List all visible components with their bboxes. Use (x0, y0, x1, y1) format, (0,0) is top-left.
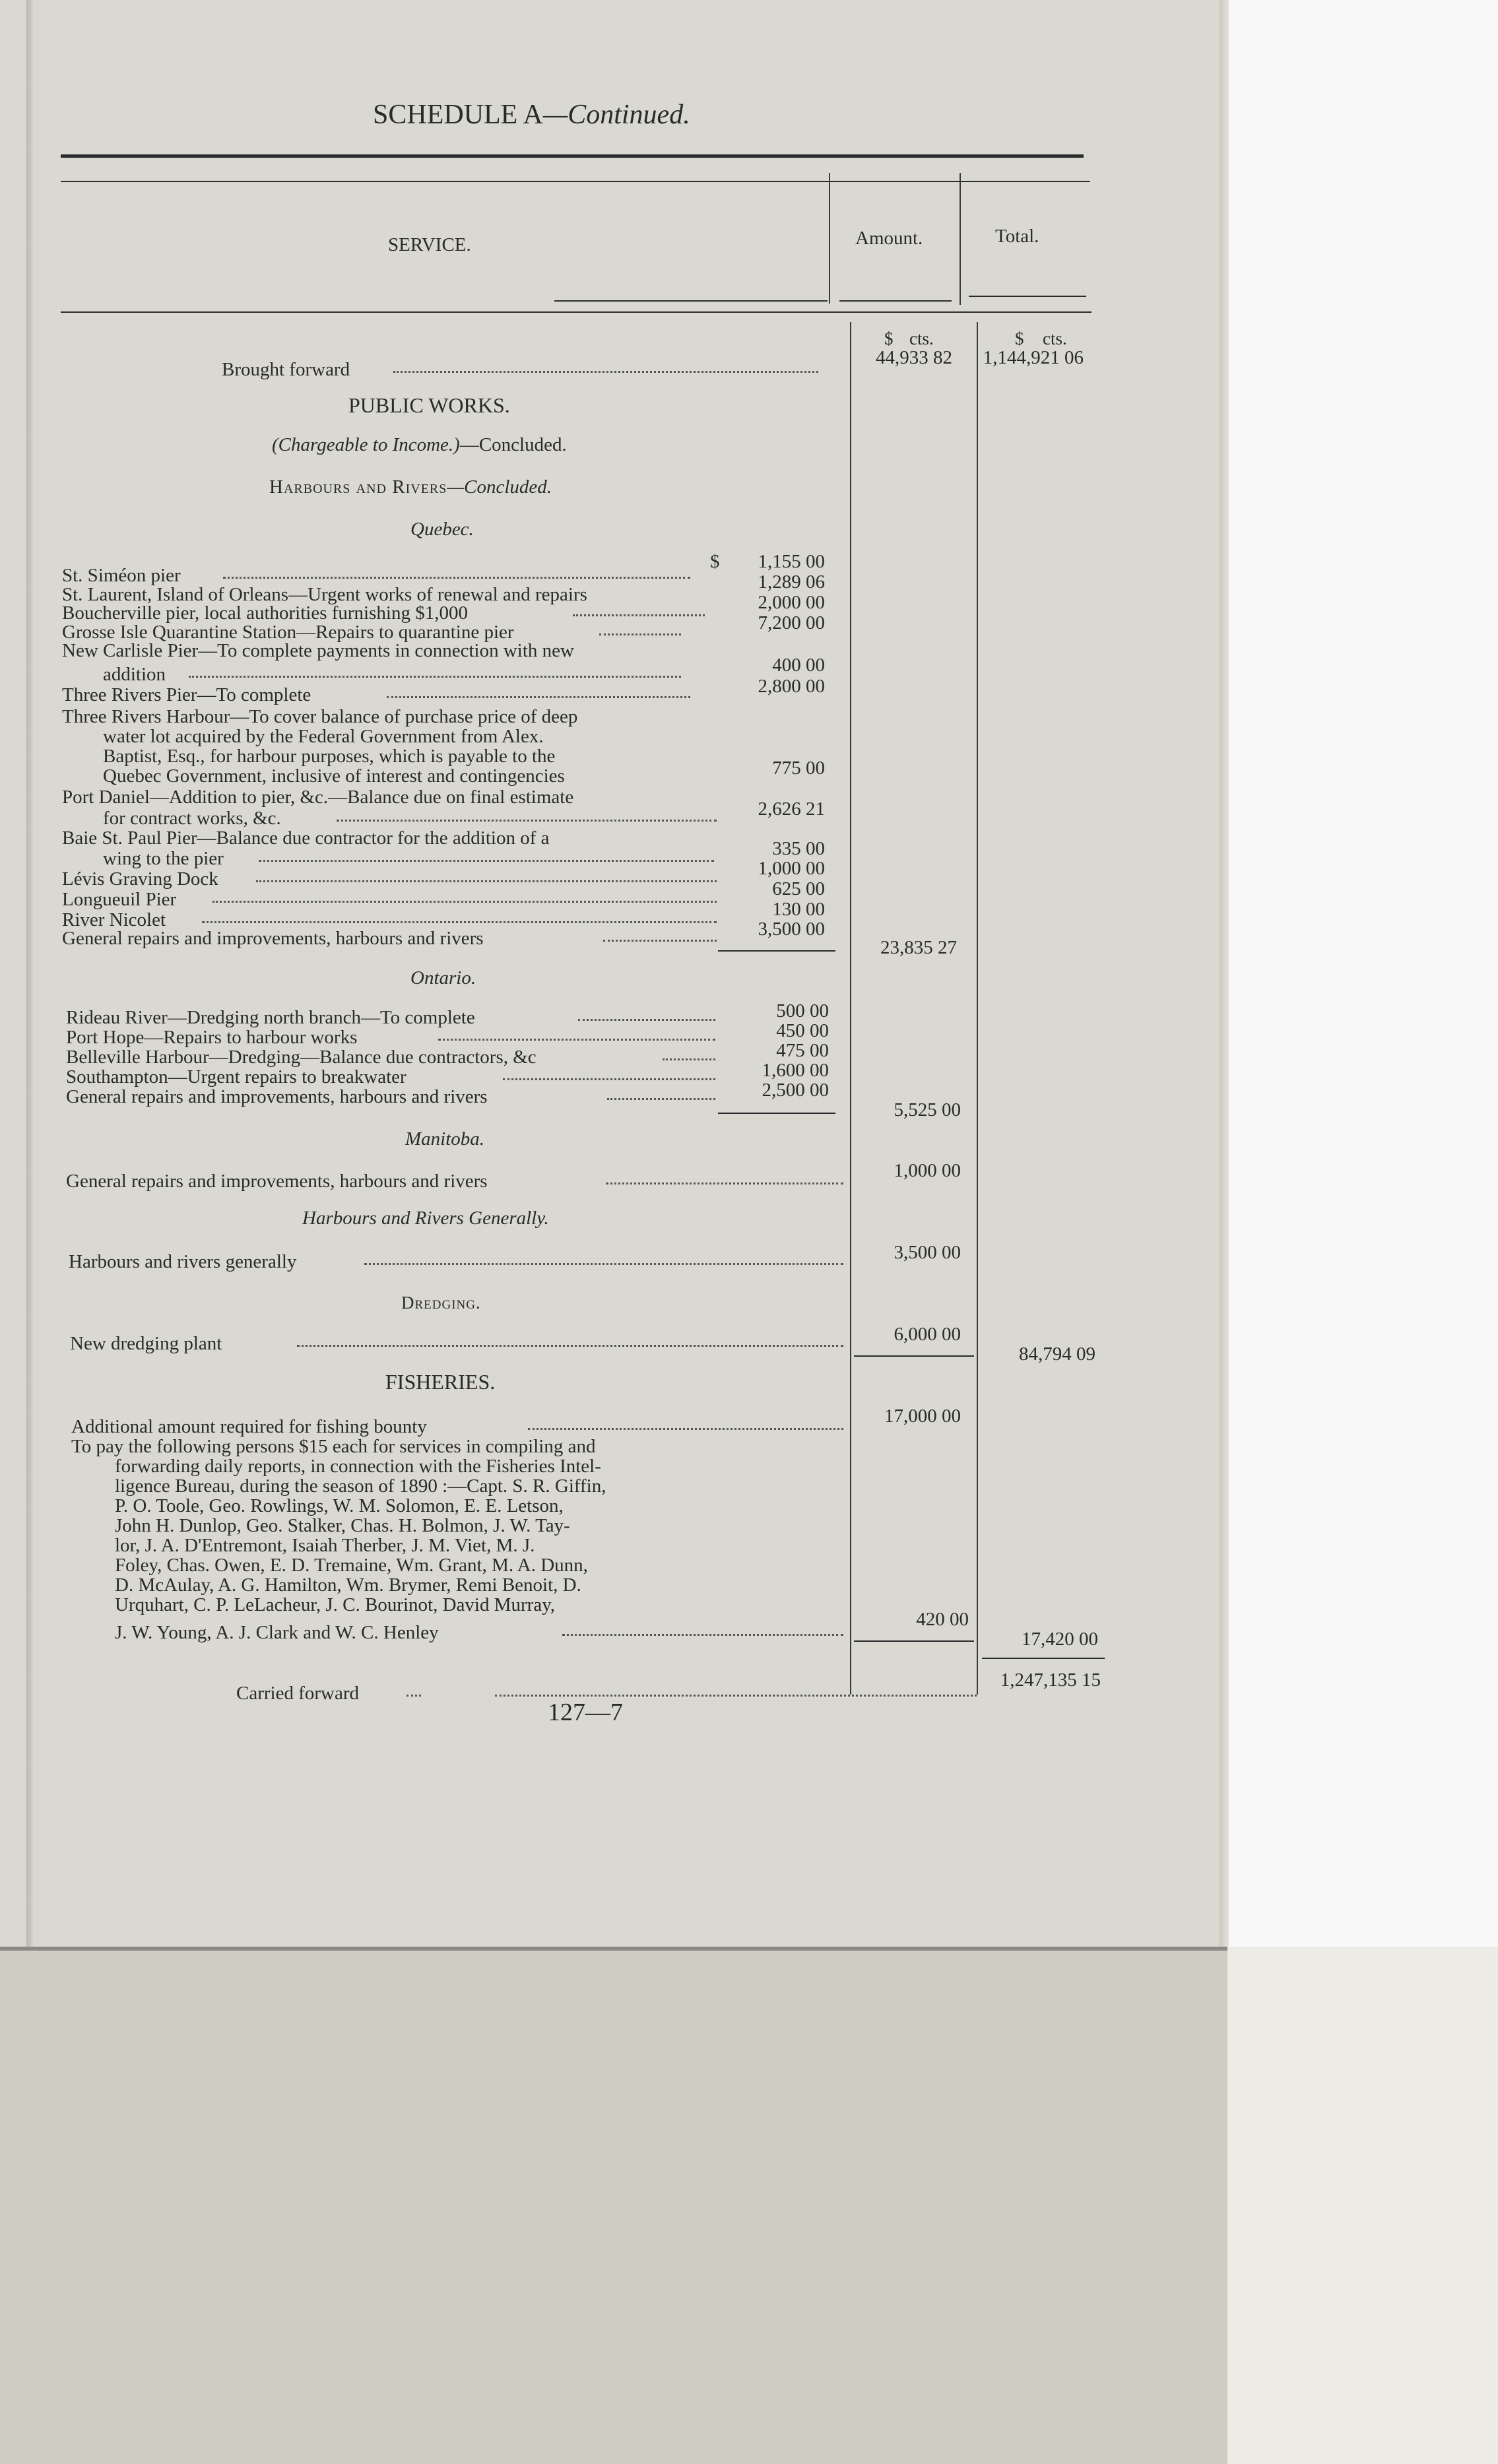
ontario-line: General repairs and improvements, harbours and rivers (66, 1086, 488, 1107)
leader-dots (202, 921, 717, 923)
fisheries-para-line: John H. Dunlop, Geo. Stalker, Chas. H. Bolmon, J. W. Tay- (115, 1515, 570, 1536)
amount-column-divider (829, 173, 830, 304)
amount-dollar-sign: $ (884, 329, 894, 348)
service-header: SERVICE. (388, 234, 471, 255)
quebec-value: 2,626 21 (758, 798, 825, 820)
quebec-line: Baie St. Paul Pier—Balance due contractor for the addition of a (62, 827, 550, 849)
leader-dots (393, 371, 818, 373)
ontario-sum-rule (718, 1113, 835, 1114)
leader-dots (337, 820, 717, 822)
quebec-line: St. Laurent, Island of Orleans—Urgent works of renewal and repairs (62, 584, 587, 605)
quebec-value: 625 00 (772, 878, 825, 899)
quebec-value: 1,289 06 (758, 571, 825, 593)
quebec-value: 335 00 (772, 838, 825, 859)
ontario-line: Rideau River—Dredging north branch—To complete (66, 1007, 475, 1028)
leader-dots (562, 1634, 843, 1636)
total-column-divider (960, 173, 961, 305)
leader-dots (528, 1428, 843, 1430)
quebec-line: Three Rivers Harbour—To cover balance of purchase price of deep (62, 706, 578, 727)
generally-line: Harbours and rivers generally (69, 1251, 297, 1272)
fisheries-para-line: ligence Bureau, during the season of 1890 :—Capt. S. R. Giffin, (115, 1475, 606, 1497)
ontario-value: 475 00 (776, 1040, 829, 1061)
quebec-line-continued: for contract works, &c. (103, 808, 281, 829)
leader-dots (297, 1345, 843, 1347)
quebec-line: New Carlisle Pier—To complete payments in connection with new (62, 640, 574, 661)
leader-dots (438, 1039, 715, 1041)
total-cents-label: cts. (1043, 329, 1067, 348)
fisheries-para-line: P. O. Toole, Geo. Rowlings, W. M. Solomon, E. E. Letson, (115, 1495, 564, 1516)
header-bottom-rule (61, 311, 1091, 313)
background-margin (1229, 0, 1498, 1947)
leader-dots (503, 1078, 715, 1080)
ontario-value: 2,500 00 (762, 1080, 829, 1101)
fisheries-title: FISHERIES. (385, 1370, 496, 1394)
quebec-line: Longueuil Pier (62, 889, 177, 910)
brought-forward-label: Brought forward (222, 359, 350, 380)
leader-dots (573, 614, 705, 616)
quebec-value: 2,800 00 (758, 676, 825, 697)
total-header: Total. (995, 226, 1039, 247)
fisheries-reports-amount: 420 00 (916, 1609, 969, 1630)
quebec-line: General repairs and improvements, harbours and rivers (62, 928, 484, 949)
quebec-line: Port Daniel—Addition to pier, &c.—Balance due on final estimate (62, 787, 574, 808)
leader-dots (495, 1695, 977, 1697)
quebec-line-continued: addition (103, 664, 166, 685)
ontario-line: Southampton—Urgent repairs to breakwater (66, 1066, 407, 1087)
leader-dots (223, 577, 690, 579)
schedule-continued: —Continued. (542, 100, 690, 130)
manitoba-line: General repairs and improvements, harbours and rivers (66, 1171, 488, 1192)
leader-dots (364, 1263, 843, 1265)
leader-dots (256, 880, 717, 882)
quebec-value: 2,000 00 (758, 592, 825, 613)
leader-dots (387, 696, 690, 698)
ontario-value: 1,600 00 (762, 1060, 829, 1081)
quebec-heading: Quebec. (410, 519, 474, 540)
ontario-line: Belleville Harbour—Dredging—Balance due contractors, &c (66, 1047, 537, 1068)
ontario-line: Port Hope—Repairs to harbour works (66, 1027, 358, 1048)
leader-dots (663, 1058, 715, 1060)
ontario-subtotal: 5,525 00 (894, 1099, 961, 1120)
quebec-line: Three Rivers Pier—To complete (62, 684, 311, 705)
total-header-rule (969, 296, 1086, 297)
public-works-title: PUBLIC WORKS. (348, 393, 510, 417)
leader-dots (599, 633, 681, 635)
quebec-dollar-sign: $ (710, 551, 720, 572)
dredging-heading: Dredging. (401, 1293, 481, 1313)
ontario-heading: Ontario. (410, 967, 476, 989)
grand-total-rule (982, 1658, 1105, 1659)
ontario-value: 500 00 (776, 1000, 829, 1021)
quebec-value: 400 00 (772, 655, 825, 676)
amount-column-line (850, 322, 851, 1695)
amount-header: Amount. (855, 228, 923, 249)
quebec-line-continued: water lot acquired by the Federal Government from Alex. (103, 726, 544, 747)
fisheries-total: 17,420 00 (1022, 1629, 1098, 1650)
manitoba-amount: 1,000 00 (894, 1160, 961, 1181)
chargeable-label: (Chargeable to Income.) (272, 434, 460, 455)
dredging-sum-rule (854, 1355, 974, 1357)
table-top-rule (61, 181, 1090, 182)
fisheries-para-line: J. W. Young, A. J. Clark and W. C. Henley (115, 1622, 439, 1643)
dredging-line: New dredging plant (70, 1333, 222, 1354)
harbours-rivers-heading (269, 476, 552, 498)
quebec-value: 1,000 00 (758, 858, 825, 879)
quebec-sum-rule (718, 950, 835, 952)
fisheries-para-line: lor, J. A. D'Entremont, Isaiah Therber, J. M. Viet, M. J. (115, 1535, 535, 1556)
fisheries-para-line: Foley, Chas. Owen, E. D. Tremaine, Wm. Grant, M. A. Dunn, (115, 1555, 588, 1576)
fisheries-para-line: forwarding daily reports, in connection with the Fisheries Intel- (115, 1456, 601, 1477)
quebec-value: 3,500 00 (758, 919, 825, 940)
leader-dots (259, 860, 714, 862)
quebec-line: Grosse Isle Quarantine Station—Repairs to quarantine pier (62, 622, 514, 643)
leader-dots (578, 1019, 715, 1021)
generally-heading: Harbours and Rivers Generally. (302, 1208, 549, 1229)
quebec-value: 1,155 00 (758, 551, 825, 572)
fisheries-para-line: Urquhart, C. P. LeLacheur, J. C. Bourinot, David Murray, (115, 1594, 556, 1615)
lower-page (0, 1947, 1227, 2464)
fisheries-sum-rule (854, 1640, 974, 1642)
total-column-line (977, 322, 978, 1695)
heading-rule (61, 154, 1084, 158)
amount-cents-label: cts. (909, 329, 934, 348)
quebec-line-continued: wing to the pier (103, 848, 224, 869)
harbours-concluded: —Concluded. (447, 476, 552, 498)
carried-forward-label: Carried forward (236, 1683, 359, 1704)
chargeable-line (272, 434, 567, 455)
quebec-value: 7,200 00 (758, 612, 825, 633)
schedule-heading (373, 99, 690, 131)
dredging-amount: 6,000 00 (894, 1324, 961, 1345)
header-rule-segment (554, 300, 828, 302)
public-works-total: 84,794 09 (1019, 1344, 1095, 1365)
generally-amount: 3,500 00 (894, 1242, 961, 1263)
leader-dots (607, 1098, 715, 1100)
quebec-value: 775 00 (772, 758, 825, 779)
leader-dots (606, 1183, 843, 1184)
leader-dots (603, 940, 717, 942)
binding-spine (26, 0, 33, 1947)
quebec-value: 130 00 (772, 899, 825, 920)
leader-dots (212, 901, 717, 903)
total-dollar-sign: $ (1015, 329, 1024, 348)
quebec-line: Lévis Graving Dock (62, 868, 218, 890)
carried-forward-total: 1,247,135 15 (1000, 1670, 1101, 1691)
leader-dots (189, 676, 681, 678)
quebec-line-continued: Baptist, Esq., for harbour purposes, which is payable to the (103, 746, 556, 767)
page-number: 127—7 (548, 1699, 623, 1726)
quebec-line: St. Siméon pier (62, 565, 181, 586)
fisheries-para-line: To pay the following persons $15 each for services in compiling and (71, 1436, 596, 1457)
quebec-subtotal: 23,835 27 (880, 937, 957, 958)
fisheries-para-line: D. McAulay, A. G. Hamilton, Wm. Brymer, Remi Benoit, D. (115, 1574, 581, 1596)
brought-forward-total: 1,144,921 06 (983, 347, 1084, 368)
quebec-line-continued: Quebec Government, inclusive of interest and contingencies (103, 765, 565, 787)
amount-header-rule (839, 300, 952, 302)
fisheries-bounty-line: Additional amount required for fishing bounty (71, 1416, 427, 1437)
leader-dots (407, 1695, 421, 1697)
manitoba-heading: Manitoba. (405, 1128, 485, 1150)
harbours-label: Harbours and Rivers (269, 476, 447, 498)
schedule-title: SCHEDULE A (373, 100, 543, 130)
quebec-line: River Nicolet (62, 909, 166, 930)
ontario-value: 450 00 (776, 1020, 829, 1041)
chargeable-concluded: —Concluded. (459, 434, 567, 455)
brought-forward-amount: 44,933 82 (876, 347, 952, 368)
fisheries-bounty-amount: 17,000 00 (884, 1406, 961, 1427)
quebec-line: Boucherville pier, local authorities furnishing $1,000 (62, 602, 468, 624)
page-fold (0, 1947, 1227, 1951)
page-edge (1220, 0, 1229, 1947)
